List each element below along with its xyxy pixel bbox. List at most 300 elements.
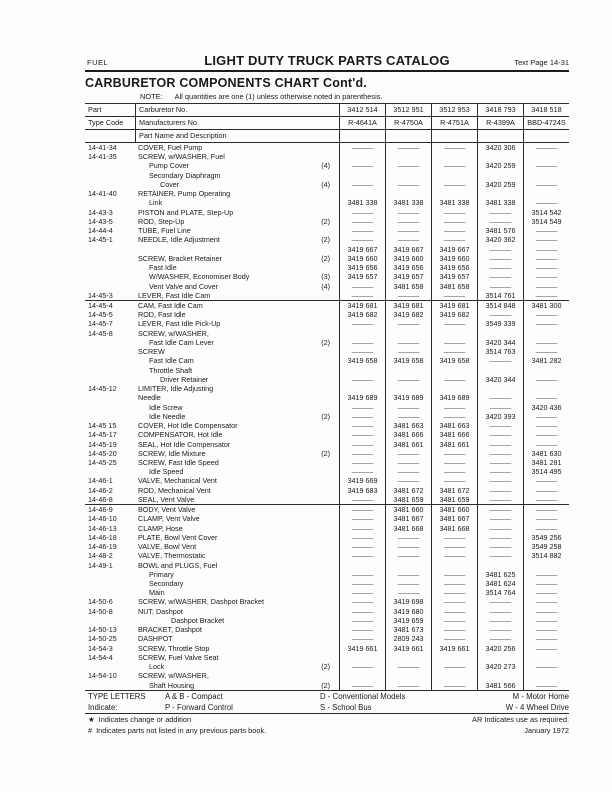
part-number-cell: 3419 657 (431, 272, 477, 281)
part-code-cell (85, 263, 135, 272)
part-number-cell: 3514 764 (477, 588, 523, 597)
part-number-cell: 3420 344 (477, 375, 523, 384)
part-code-cell: 14-54-4 (88, 652, 113, 662)
description-text: BRACKET, Dashpot (138, 625, 202, 635)
description-text: Idle Speed (149, 467, 184, 477)
part-number-cell: ——— (431, 533, 477, 542)
part-code-cell: 14-45-7 (88, 319, 113, 329)
carburetor-number-cell: 3412 514 (339, 104, 385, 116)
part-number-cell: ——— (339, 291, 385, 300)
quantity-cell: (2) (321, 337, 330, 347)
table-row (85, 226, 569, 235)
description-text: VALVE, Bowl Vent (138, 542, 197, 552)
part-code-cell: 14-46-2 (88, 485, 113, 495)
description-cell (135, 588, 339, 597)
part-number-cell: ——— (523, 310, 569, 319)
part-number-cell: ——— (523, 476, 569, 485)
part-number-cell: ——— (477, 551, 523, 560)
empty-header-cell (477, 130, 523, 142)
description-cell (135, 495, 339, 504)
part-number-cell: 3419 657 (385, 272, 431, 281)
type-letter-entry: A & B - Compact (165, 691, 223, 701)
description-cell (135, 282, 339, 291)
part-number-cell: ——— (477, 597, 523, 606)
part-number-cell: ——— (385, 662, 431, 671)
part-number-cell: 3481 668 (385, 524, 431, 533)
part-number-cell: ——— (477, 467, 523, 476)
part-number-cell: ——— (523, 505, 569, 514)
part-number-cell (523, 189, 569, 198)
part-number-cell: ——— (523, 588, 569, 597)
manufacturer-number-cell: R-4750A (385, 117, 431, 129)
part-number-cell: ——— (385, 180, 431, 189)
description-text: DASHPOT (138, 634, 173, 644)
part-number-cell: 3481 667 (431, 514, 477, 523)
description-cell (135, 338, 339, 347)
part-number-cell: ——— (339, 607, 385, 616)
table-row (85, 310, 569, 319)
table-row (85, 625, 569, 634)
description-text: SEAL, Vent Valve (138, 494, 195, 504)
part-number-cell: ——— (339, 208, 385, 217)
part-number-cell: 3419 667 (339, 245, 385, 254)
type-letters-label: TYPE LETTERS (88, 691, 146, 701)
part-number-cell: ——— (477, 403, 523, 412)
part-number-cell: 3419 660 (339, 254, 385, 263)
part-code-cell (85, 245, 135, 254)
part-number-cell (523, 171, 569, 180)
table-row (85, 486, 569, 495)
part-number-cell: ——— (431, 226, 477, 235)
table-row (85, 440, 569, 449)
quantity-cell: (4) (321, 161, 330, 171)
part-number-cell: ——— (477, 458, 523, 467)
description-cell (135, 440, 339, 449)
part-number-cell (523, 152, 569, 161)
part-number-cell: 3419 682 (385, 310, 431, 319)
part-number-cell: ——— (477, 217, 523, 226)
part-number-cell: ——— (339, 347, 385, 356)
part-number-cell: 3481 660 (385, 505, 431, 514)
type-letter-entry: M - Motor Home (512, 691, 569, 701)
description-cell (135, 644, 339, 653)
table-row (85, 366, 569, 375)
part-number-cell: 3481 660 (431, 505, 477, 514)
part-number-cell: 3419 659 (385, 616, 431, 625)
table-row (85, 245, 569, 254)
table-row (85, 338, 569, 347)
part-number-cell: ——— (523, 625, 569, 634)
part-number-cell: ——— (385, 143, 431, 152)
description-cell (135, 449, 339, 458)
part-number-cell (431, 189, 477, 198)
carburetor-number-cell: 3512 953 (431, 104, 477, 116)
part-code-cell (85, 375, 135, 384)
table-row (85, 254, 569, 263)
legend-row (85, 726, 569, 737)
quantity-cell: (2) (321, 411, 330, 421)
part-number-cell: ——— (431, 542, 477, 551)
type-letters-row (85, 702, 569, 713)
table-row (85, 524, 569, 533)
part-code-cell: 14-46-18 (88, 532, 117, 542)
table-body (85, 143, 569, 691)
table-row (85, 514, 569, 523)
part-code-cell: 14-46-1 (88, 476, 113, 486)
carburetor-number-cell: 3418 518 (523, 104, 569, 116)
description-cell (135, 514, 339, 523)
part-number-cell: ——— (339, 161, 385, 170)
part-number-cell: 3514 549 (523, 217, 569, 226)
table-row (85, 430, 569, 439)
part-number-cell: ——— (339, 662, 385, 671)
part-number-cell: ——— (523, 662, 569, 671)
part-number-cell: ——— (477, 440, 523, 449)
part-number-cell: 3419 656 (339, 263, 385, 272)
publication-date: January 1972 (524, 726, 569, 736)
table-row (85, 189, 569, 198)
part-number-cell: ——— (339, 524, 385, 533)
part-number-cell (477, 171, 523, 180)
part-number-cell: 3420 306 (477, 143, 523, 152)
part-number-cell: 3481 630 (523, 449, 569, 458)
description-text: Idle Needle (149, 411, 186, 421)
description-cell (135, 329, 339, 338)
part-code-cell: 14-45-1 (88, 235, 113, 245)
part-number-cell: ——— (477, 263, 523, 272)
description-text: NUT, Dashpot (138, 606, 183, 616)
part-code-cell (85, 180, 135, 189)
description-text: CAM, Fast Idle Cam (138, 300, 203, 310)
part-number-cell (385, 329, 431, 338)
part-number-cell (477, 366, 523, 375)
manufacturer-number-cell: R-4751A (431, 117, 477, 129)
type-letter-entry: D - Conventional Models (320, 691, 406, 701)
part-col-header: Part (88, 105, 102, 114)
quantity-cell: (2) (321, 448, 330, 458)
part-number-cell: 3481 661 (385, 440, 431, 449)
description-text: SCREW, w/WASHER, Dashpot Bracket (138, 597, 264, 607)
part-number-cell: ——— (523, 486, 569, 495)
part-number-cell: ——— (339, 440, 385, 449)
description-cell (135, 476, 339, 485)
manufacturers-no-header: Manufacturers No. (135, 117, 339, 129)
part-number-cell (523, 384, 569, 393)
part-number-cell: 3419 660 (431, 254, 477, 263)
description-cell (135, 356, 339, 365)
part-number-cell: ——— (523, 291, 569, 300)
table-row (85, 449, 569, 458)
part-code-cell: 14-49-1 (88, 560, 113, 570)
part-number-cell: ——— (339, 412, 385, 421)
description-text: SCREW, Fast Idle Speed (138, 457, 219, 467)
part-number-cell: 3420 273 (477, 662, 523, 671)
manufacturer-number-cell: BBD-4724S (523, 117, 569, 129)
part-number-cell: ——— (477, 616, 523, 625)
part-number-cell: 3481 658 (385, 282, 431, 291)
part-number-cell: ——— (523, 180, 569, 189)
part-code-cell: 14-50-25 (88, 634, 117, 644)
note (140, 92, 569, 101)
description-cell (135, 403, 339, 412)
part-number-cell: 3420 256 (477, 644, 523, 653)
part-number-cell (385, 384, 431, 393)
part-number-cell: ——— (385, 588, 431, 597)
table-row (85, 384, 569, 393)
part-code-cell: 14-41-35 (88, 152, 117, 162)
part-code-cell: 14-50-8 (88, 606, 113, 616)
part-code-cell: 14-45-20 (88, 448, 117, 458)
part-number-cell (431, 171, 477, 180)
part-number-cell: ——— (477, 524, 523, 533)
table-row (85, 356, 569, 365)
part-number-cell: ——— (385, 208, 431, 217)
part-number-cell: 3481 576 (477, 226, 523, 235)
part-number-cell: ——— (523, 514, 569, 523)
quantity-cell: (2) (321, 680, 330, 690)
part-number-cell: ——— (385, 551, 431, 560)
description-cell (135, 226, 339, 235)
part-number-cell: ——— (477, 310, 523, 319)
description-cell (135, 653, 339, 662)
table-row (85, 551, 569, 560)
description-cell (135, 561, 339, 570)
part-number-cell: ——— (431, 180, 477, 189)
description-text: CLAMP, Hose (138, 523, 183, 533)
part-number-cell: ——— (523, 495, 569, 504)
description-text: Throttle Shaft (149, 365, 193, 375)
description-cell (135, 412, 339, 421)
part-number-cell (477, 561, 523, 570)
part-number-cell: ——— (339, 634, 385, 643)
description-cell (135, 143, 339, 152)
part-number-cell: 3420 393 (477, 412, 523, 421)
part-number-cell: ——— (523, 254, 569, 263)
part-number-cell: ——— (339, 319, 385, 328)
part-number-cell: ——— (431, 235, 477, 244)
part-number-cell: ——— (431, 588, 477, 597)
legend-new-parts (88, 726, 266, 737)
part-code-cell: 14-45-19 (88, 439, 117, 449)
part-number-cell: 3419 658 (385, 356, 431, 365)
description-cell (135, 579, 339, 588)
part-number-cell: 3419 656 (385, 263, 431, 272)
part-number-cell: 3481 566 (477, 681, 523, 690)
part-code-cell (85, 616, 135, 625)
description-text: Driver Retainer (160, 374, 209, 384)
description-cell (135, 152, 339, 161)
description-cell (135, 421, 339, 430)
part-number-cell: ——— (339, 449, 385, 458)
part-number-cell: 3481 659 (385, 495, 431, 504)
description-text: LEVER, Fast Idle Cam (138, 290, 211, 300)
table-row (85, 412, 569, 421)
table-row (85, 533, 569, 542)
table-row (85, 570, 569, 579)
description-text: VALVE, Mechanical Vent (138, 476, 217, 486)
part-number-cell: ——— (339, 505, 385, 514)
table-row (85, 681, 569, 690)
description-cell (135, 301, 339, 310)
table-row (85, 607, 569, 616)
part-number-cell: 3419 658 (339, 356, 385, 365)
table-row (85, 653, 569, 662)
part-number-cell: ——— (431, 319, 477, 328)
part-code-cell (85, 662, 135, 671)
quantity-cell: (3) (321, 272, 330, 282)
part-number-cell: ——— (523, 634, 569, 643)
part-number-cell: 3419 661 (339, 644, 385, 653)
description-text: SCREW, w/WASHER, Fuel (138, 152, 225, 162)
description-text: ROD, Fast Idle (138, 310, 186, 320)
part-code-cell: 14-43-3 (88, 207, 113, 217)
table-row (85, 235, 569, 244)
part-number-cell: 3481 666 (385, 430, 431, 439)
table-row (85, 542, 569, 551)
part-number-cell (431, 152, 477, 161)
part-number-cell: ——— (477, 272, 523, 281)
part-number-cell: ——— (339, 588, 385, 597)
part-number-cell: 3549 256 (523, 533, 569, 542)
part-number-cell: ——— (523, 198, 569, 207)
part-number-cell: ——— (523, 347, 569, 356)
part-number-cell: ——— (431, 616, 477, 625)
description-text: Fast Idle Cam (149, 356, 194, 366)
part-number-cell: ——— (523, 644, 569, 653)
part-number-cell: ——— (385, 467, 431, 476)
part-number-cell (339, 671, 385, 680)
part-number-cell: ——— (339, 579, 385, 588)
part-number-cell: ——— (431, 634, 477, 643)
part-number-cell (431, 561, 477, 570)
table-row (85, 616, 569, 625)
part-number-cell (477, 152, 523, 161)
part-code-cell: 14-41-40 (88, 189, 117, 199)
table-row (85, 393, 569, 402)
description-cell (135, 467, 339, 476)
part-number-cell: ——— (523, 524, 569, 533)
type-letter-entry: P - Forward Control (165, 702, 233, 712)
part-number-cell: ——— (523, 263, 569, 272)
part-number-cell: 3419 683 (339, 486, 385, 495)
part-number-cell: 3420 362 (477, 235, 523, 244)
table-row (85, 319, 569, 328)
description-cell (135, 272, 339, 281)
part-number-cell: ——— (431, 449, 477, 458)
part-number-cell: ——— (523, 421, 569, 430)
description-text: TUBE, Fuel Line (138, 226, 191, 236)
table-row (85, 644, 569, 653)
part-code-cell: 14-45-25 (88, 457, 117, 467)
part-number-cell (385, 171, 431, 180)
part-code-cell (85, 403, 135, 412)
table-row (85, 329, 569, 338)
part-code-cell: 14-45-4 (88, 300, 113, 310)
part-number-cell: ——— (339, 625, 385, 634)
part-number-cell: ——— (339, 551, 385, 560)
part-number-cell: 3419 667 (385, 245, 431, 254)
part-number-cell (385, 671, 431, 680)
part-code-cell (85, 412, 135, 421)
table-row (85, 152, 569, 161)
part-number-cell: ——— (339, 597, 385, 606)
table-row (85, 403, 569, 412)
part-code-cell: 14-45-5 (88, 310, 113, 320)
blank-col-header (85, 130, 135, 142)
indicate-label: Indicate: (88, 702, 118, 712)
quantity-cell: (4) (321, 281, 330, 291)
table-row (85, 458, 569, 467)
table-header-row (85, 103, 569, 117)
part-number-cell: 3514 763 (477, 347, 523, 356)
part-number-cell: 3420 436 (523, 403, 569, 412)
part-number-cell: ——— (385, 449, 431, 458)
part-number-cell: 3481 667 (385, 514, 431, 523)
part-code-cell: 14-46-8 (88, 494, 113, 504)
part-number-cell: ——— (431, 375, 477, 384)
part-number-cell: 3514 495 (523, 467, 569, 476)
part-number-cell: ——— (431, 217, 477, 226)
description-text: PLATE, Bowl Vent Cover (138, 532, 218, 542)
star-icon: ★ (88, 714, 95, 724)
part-number-cell: ——— (385, 681, 431, 690)
description-text: Secondary (149, 579, 184, 589)
description-cell (135, 161, 339, 170)
part-number-cell: ——— (523, 338, 569, 347)
part-code-cell (85, 171, 135, 180)
description-text: ROD, Mechanical Vent (138, 485, 211, 495)
description-text: BOWL and PLUGS, Fuel (138, 560, 218, 570)
description-text: Vent Valve and Cover (149, 281, 218, 291)
part-number-cell (431, 671, 477, 680)
part-number-cell (385, 366, 431, 375)
part-number-cell: ——— (477, 514, 523, 523)
empty-header-cell (339, 130, 385, 142)
table-row (85, 180, 569, 189)
part-number-cell: 3419 682 (431, 310, 477, 319)
part-number-cell: 2809 243 (385, 634, 431, 643)
part-number-cell: ——— (339, 616, 385, 625)
part-number-cell: 3549 258 (523, 542, 569, 551)
part-number-cell: ——— (339, 403, 385, 412)
part-code-cell (85, 467, 135, 476)
part-number-cell: ——— (523, 597, 569, 606)
part-number-cell: ——— (339, 226, 385, 235)
part-number-cell: ——— (385, 542, 431, 551)
part-number-cell (339, 366, 385, 375)
description-text: SCREW, Throttle Stop (138, 643, 210, 653)
part-number-cell: ——— (385, 533, 431, 542)
part-number-cell: 3420 259 (477, 180, 523, 189)
description-cell (135, 524, 339, 533)
part-number-cell: ——— (385, 403, 431, 412)
quantity-cell: (2) (321, 253, 330, 263)
description-text: Fast Idle (149, 263, 177, 273)
part-code-cell (85, 681, 135, 690)
part-number-cell: ——— (385, 161, 431, 170)
part-number-cell: 3481 661 (431, 440, 477, 449)
description-cell (135, 607, 339, 616)
section-label-fuel: FUEL (87, 58, 109, 67)
type-letter-entry: W - 4 Wheel Drive (505, 702, 569, 712)
part-number-cell: ——— (431, 597, 477, 606)
description-cell (135, 393, 339, 402)
description-text: VALVE, Thermostatic (138, 551, 206, 561)
part-number-cell: ——— (477, 430, 523, 439)
part-number-cell: 3481 663 (385, 421, 431, 430)
part-number-cell: 3419 689 (431, 393, 477, 402)
description-cell (135, 208, 339, 217)
